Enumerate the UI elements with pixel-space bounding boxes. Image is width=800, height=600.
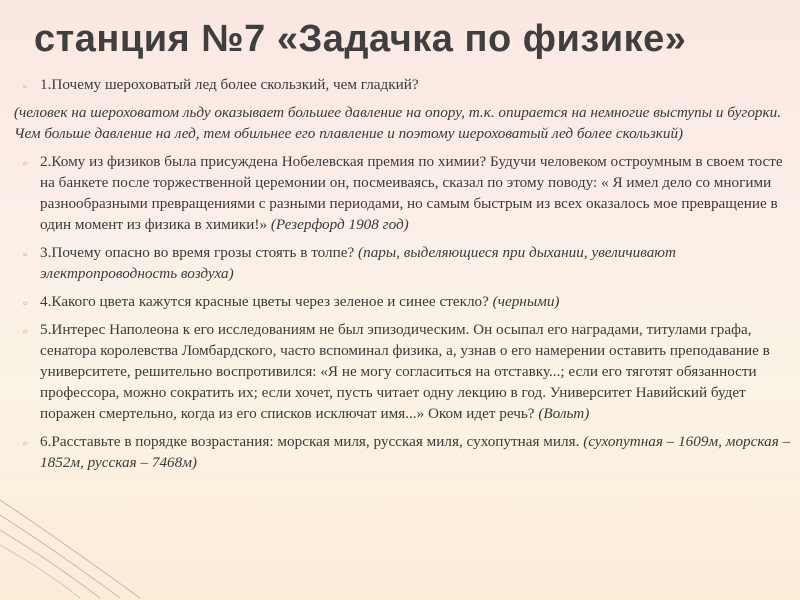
list-item-3 [14, 242, 792, 284]
list-item-5 [14, 319, 792, 424]
question-text: 3.Почему опасно во время грозы стоять в толпе? [40, 244, 359, 261]
bullet-icon: ▫ [23, 156, 28, 170]
slide-title: станция №7 «Задачка по физике» [34, 18, 687, 60]
bullet-icon: ▫ [23, 324, 28, 338]
bullet-icon: ▫ [23, 296, 28, 310]
answer-text: (человек на шероховатом льду оказывает большее давление на опору, т.к. опирается на немногие выступы и бугорки. Чем больше давление на лед, тем обильнее его плавление и поэтому шероховатый лед более скользкий) [14, 104, 782, 142]
list-item-6 [14, 431, 792, 473]
decorative-lines [0, 480, 150, 600]
question-text: 4.Какого цвета кажутся красные цветы через зеленое и синее стекло? [40, 293, 493, 310]
answer-text: (пары, выделяющиеся при дыхании, увеличивают электропроводность воздуха) [40, 244, 676, 282]
question-text: 6.Расставьте в порядке возрастания: морская миля, русская миля, сухопутная миля. [40, 433, 584, 450]
answer-text: (Вольт) [538, 405, 590, 422]
answer-text: (сухопутная – 1609м, морская –1852м, русская – 7468м) [40, 433, 791, 471]
answer-text: (черными) [492, 293, 560, 310]
bullet-icon: ▫ [23, 247, 28, 261]
list-item-2 [14, 151, 792, 235]
bullet-icon: ▫ [23, 79, 28, 93]
question-text: 5.Интерес Наполеона к его исследованиям не был эпизодическим. Он осыпал его наградами, титулами графа, сенатора королевства Ломбардского, часто вспоминал физика, а, узнав о его намерении оставить преподавание в университете, решительно воспротивился: «Я не могу согласиться на отставку...; если его тяготят обязанности профессора, можно сократить их; если хочет, пусть читает одну лекцию в год. Университет Навийский будет поражен смертельно, когда из его списков исключат имя...» Оком идет речь? [40, 321, 770, 422]
list-item-1 [14, 74, 792, 95]
slide-content [14, 74, 792, 480]
bullet-icon: ▫ [23, 436, 28, 450]
list-item-4 [14, 291, 792, 312]
question-text: 1.Почему шероховатый лед более скользкий, чем гладкий? [40, 76, 419, 93]
question-text: 2.Кому из физиков была присуждена Нобелевская премия по химии? Будучи человеком остроумным в своем тосте на банкете после торжественной церемонии он, посмеиваясь, сказал по этому поводу: « Я имел дело со многими разнообразными превращениями с разными периодами, но самым быстрым из всех оказалось мое превращение в один момент из физика в химики!» [40, 153, 783, 233]
answer-text: (Резерфорд 1908 год) [270, 216, 409, 233]
list-item-1-answer [14, 102, 792, 144]
